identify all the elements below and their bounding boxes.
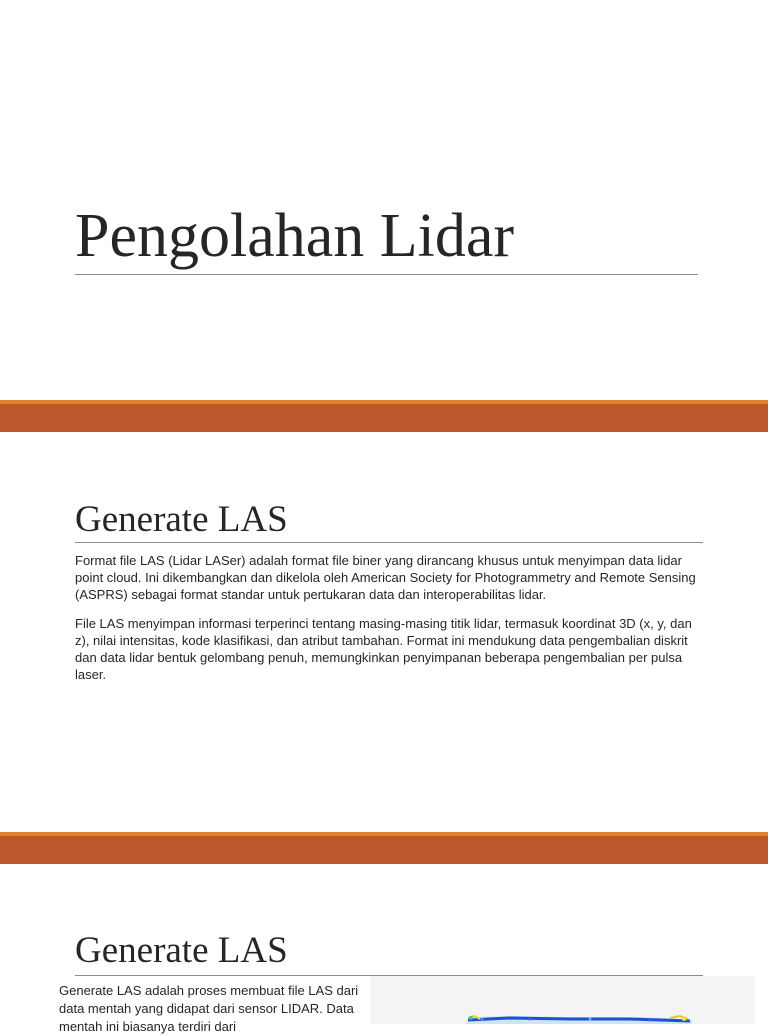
slide-generate-las — [0, 432, 768, 832]
slide-2-title-underline — [75, 542, 703, 543]
slide-separator — [0, 832, 768, 864]
slide-3-title: Generate LAS — [75, 930, 288, 971]
slide-3-paragraph: Generate LAS adalah proses membuat file LAS dari data mentah yang didapat dari sensor LIDAR. Data mentah ini biasanya terdiri dari — [59, 983, 359, 1034]
slide-separator — [0, 400, 768, 432]
slide-generate-las-2 — [0, 864, 768, 1034]
point-cloud-graphic — [370, 976, 755, 1024]
title-underline — [75, 274, 698, 275]
slide-title — [0, 0, 768, 400]
lidar-point-cloud-image — [370, 976, 755, 1024]
separator-accent-line — [0, 832, 768, 836]
separator-accent-line — [0, 400, 768, 404]
slide-1-title: Pengolahan Lidar — [75, 202, 515, 270]
slide-3-body — [59, 982, 363, 1036]
slide-2-title: Generate LAS — [75, 499, 288, 540]
slide-2-paragraph-1: Format file LAS (Lidar LASer) adalah format file biner yang dirancang khusus untuk menyimpan data lidar point cloud. Ini dikembangkan dan dikelola oleh American Society for Photogrammetry and Remote Sensing (ASPRS) sebagai format standar untuk pertukaran data dan interoperabilitas lidar. — [75, 553, 696, 602]
slide-2-paragraph-2: File LAS menyimpan informasi terperinci tentang masing-masing titik lidar, termasuk koordinat 3D (x, y, dan z), nilai intensitas, kode klasifikasi, dan atribut tambahan. Format ini mendukung data pengembalian diskrit dan data lidar bentuk gelombang penuh, memungkinkan penyimpanan beberapa pengembalian per pulsa laser. — [75, 616, 692, 682]
slide-2-body — [75, 552, 703, 683]
